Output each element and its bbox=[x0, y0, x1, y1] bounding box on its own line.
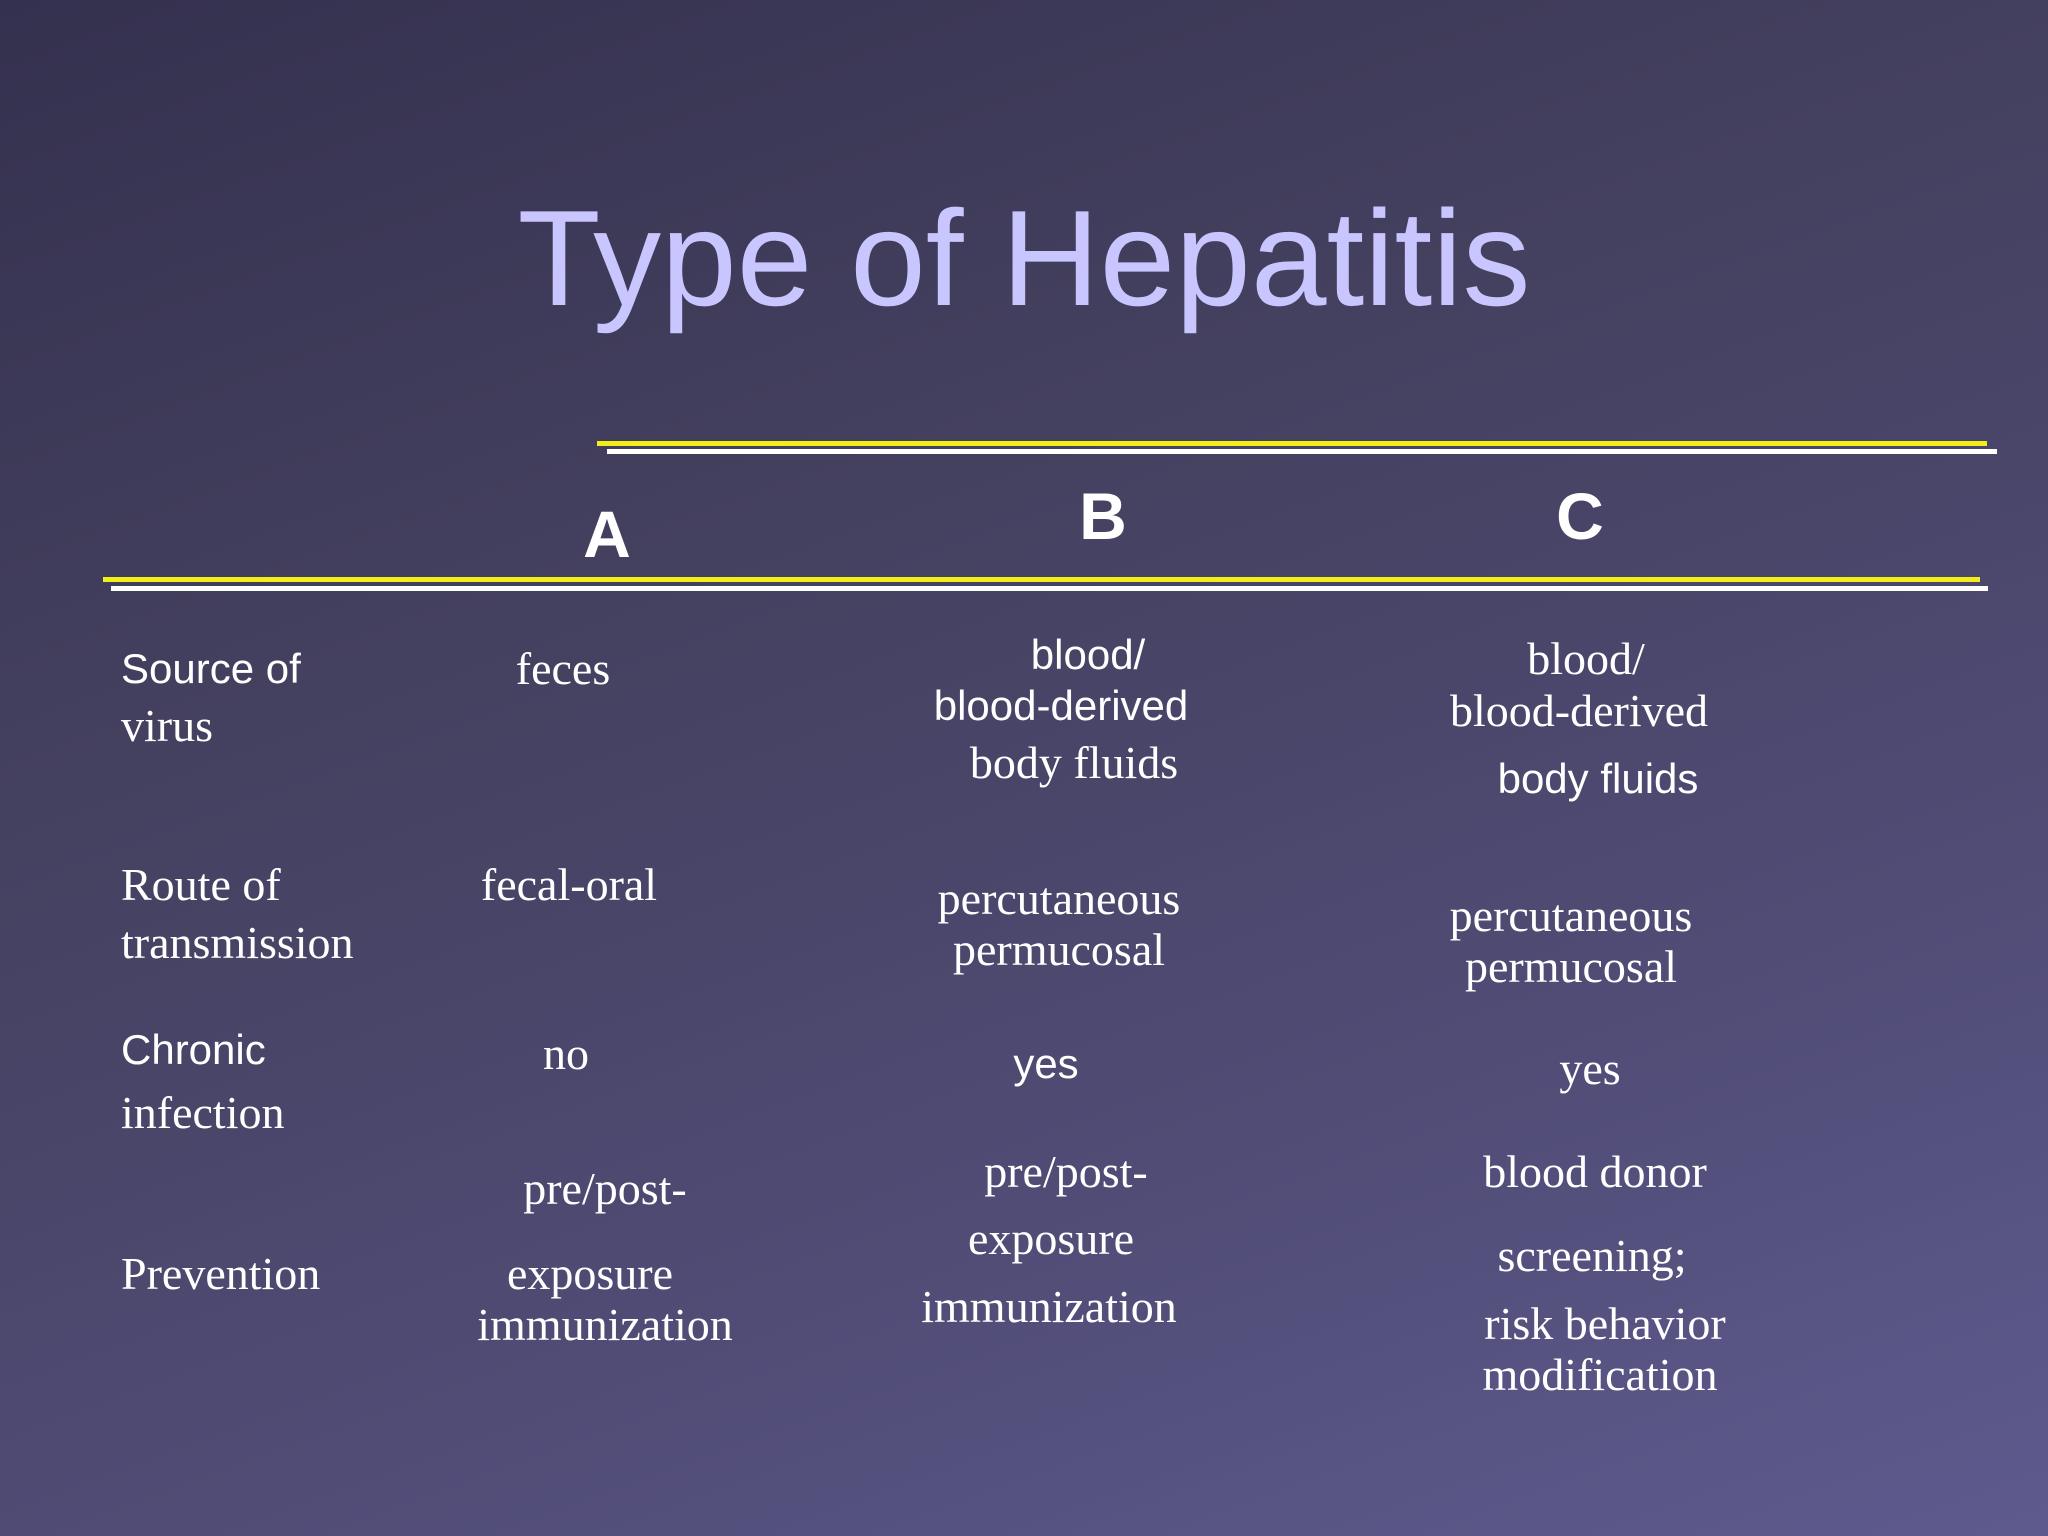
top-rule-yellow bbox=[597, 441, 1987, 446]
row-label-chronic-line1: Chronic bbox=[121, 1026, 266, 1073]
cell-a-prevention-line1: pre/post- bbox=[523, 1163, 687, 1214]
cell-c-prevention-line4: modification bbox=[1482, 1349, 1718, 1400]
slide-title: Type of Hepatitis bbox=[517, 182, 1531, 334]
cell-a-source: feces bbox=[515, 643, 611, 694]
row-label-prevention: Prevention bbox=[121, 1248, 321, 1299]
cell-c-chronic: yes bbox=[1559, 1043, 1621, 1094]
header-rule-white bbox=[111, 586, 1988, 591]
cell-c-route-line1: percutaneous bbox=[1449, 890, 1693, 941]
cell-b-route-line1: percutaneous bbox=[937, 873, 1181, 924]
row-label-chronic-line2: infection bbox=[121, 1087, 285, 1138]
cell-c-source-line1: blood/ bbox=[1527, 633, 1645, 684]
cell-c-prevention-line3: risk behavior bbox=[1484, 1298, 1726, 1349]
cell-a-route: fecal-oral bbox=[480, 859, 658, 910]
cell-b-chronic: yes bbox=[1013, 1040, 1079, 1087]
row-label-source-line1: Source of bbox=[121, 645, 301, 692]
cell-b-prevention-line2: exposure bbox=[967, 1213, 1135, 1264]
header-rule-yellow bbox=[103, 577, 1980, 582]
column-header-b: B bbox=[1079, 479, 1127, 553]
cell-b-prevention-line1: pre/post- bbox=[984, 1146, 1148, 1197]
cell-c-prevention-line2: screening; bbox=[1497, 1230, 1687, 1281]
row-label-route-line2: transmission bbox=[121, 917, 354, 968]
top-rule-white bbox=[607, 449, 1997, 454]
column-header-a: A bbox=[583, 497, 631, 571]
cell-c-prevention-line1: blood donor bbox=[1483, 1146, 1707, 1197]
cell-c-source-line3: body fluids bbox=[1497, 755, 1699, 802]
cell-b-route-line2: permucosal bbox=[952, 924, 1166, 975]
cell-b-prevention-line3: immunization bbox=[921, 1281, 1177, 1332]
cell-b-source-line2: blood-derived bbox=[933, 682, 1189, 729]
cell-b-source-line3: body fluids bbox=[969, 737, 1179, 788]
cell-a-prevention-line3: immunization bbox=[477, 1299, 733, 1350]
cell-a-chronic: no bbox=[543, 1028, 589, 1079]
cell-b-source-line1: blood/ bbox=[1030, 631, 1146, 678]
cell-c-route-line2: permucosal bbox=[1464, 941, 1678, 992]
column-header-c: C bbox=[1556, 479, 1604, 553]
cell-c-source-line2: blood-derived bbox=[1449, 685, 1709, 736]
cell-a-prevention-line2: exposure bbox=[506, 1248, 674, 1299]
row-label-source-line2: virus bbox=[121, 700, 213, 751]
row-label-route-line1: Route of bbox=[121, 859, 281, 910]
